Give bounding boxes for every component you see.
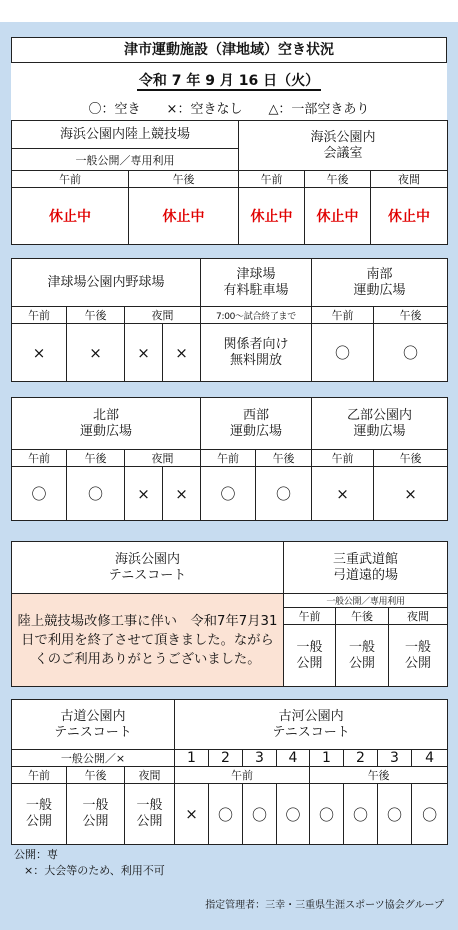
footnote-manager: 指定管理者：三幸・三重県生涯スポーツ協会グループ [205, 900, 444, 911]
status-cell: × [163, 324, 201, 382]
closure-notice: 陸上競技場改修工事に伴い 令和7年7月31日で利用を終了させて頂きました。ながらくのご利用ありがとうございました。 [12, 594, 284, 687]
status-cell: 休止中 [371, 188, 448, 245]
slot-label: 7:00～試合終了まで [201, 307, 312, 324]
court-number: 4 [277, 750, 310, 767]
slot-label: 夜間 [125, 450, 201, 467]
slot-label: 午前 [12, 307, 67, 324]
slot-label: 午前 [12, 767, 67, 784]
west-field-name: 西部 運動広場 [201, 398, 312, 450]
status-cell: × [67, 324, 125, 382]
furukawa-tennis-name: 古河公園内 テニスコート [175, 700, 448, 750]
slot-label: 午後 [256, 450, 312, 467]
status-cell: 〇 [344, 784, 378, 845]
slot-label: 夜間 [125, 767, 175, 784]
status-cell: 休止中 [129, 188, 239, 245]
status-cell: × [12, 324, 67, 382]
slot-label: 夜間 [389, 608, 448, 625]
status-cell: × [312, 467, 374, 521]
legend: 〇：空き ×：空きなし △：一部空きあり [88, 102, 370, 117]
status-cell: 一般 公開 [125, 784, 175, 845]
status-cell: 〇 [256, 467, 312, 521]
slot-label: 午前 [12, 450, 67, 467]
status-cell: × [374, 467, 448, 521]
section-baseball [11, 258, 448, 382]
stadium-name: 海浜公園内陸上競技場 [12, 121, 239, 149]
status-cell: × [175, 784, 209, 845]
furumichi-use: 一般公開／× [12, 750, 175, 767]
slot-label: 午前 [284, 608, 336, 625]
slot-label: 午後 [129, 171, 239, 188]
status-cell: 〇 [312, 324, 374, 382]
budokan-use: 一般公開／専用利用 [284, 594, 448, 608]
status-cell: 〇 [209, 784, 243, 845]
slot-label: 午後 [67, 767, 125, 784]
status-cell: 休止中 [305, 188, 371, 245]
parking-name: 津球場 有料駐車場 [201, 259, 312, 307]
status-cell: 休止中 [12, 188, 129, 245]
status-cell: 〇 [243, 784, 277, 845]
slot-label: 午前 [175, 767, 310, 784]
date-wrap [11, 70, 447, 90]
section-courts [11, 699, 448, 845]
status-cell: 一般 公開 [336, 625, 389, 687]
status-cell: 〇 [412, 784, 448, 845]
status-cell: 〇 [12, 467, 67, 521]
court-number: 2 [209, 750, 243, 767]
status-cell: × [125, 467, 163, 521]
status-cell: 一般 公開 [389, 625, 448, 687]
status-cell: 〇 [201, 467, 256, 521]
date-label: 令和 7 年 9 月 16 日（火） [138, 73, 320, 89]
status-cell: 〇 [378, 784, 412, 845]
slot-label: 午後 [67, 450, 125, 467]
section-fields [11, 397, 448, 521]
court-number: 3 [243, 750, 277, 767]
stadium-use: 一般公開／専用利用 [12, 149, 239, 171]
page-title: 津市運動施設（津地域）空き状況 [11, 37, 447, 63]
status-cell: × [163, 467, 201, 521]
budokan-name: 三重武道館 弓道遠的場 [284, 542, 448, 594]
slot-label: 午後 [336, 608, 389, 625]
baseball-name: 津球場公園内野球場 [12, 259, 201, 307]
footnote-public: 公開：専 [14, 848, 58, 861]
slot-label: 午後 [310, 767, 448, 784]
north-field-name: 北部 運動広場 [12, 398, 201, 450]
slot-label: 午前 [12, 171, 129, 188]
status-cell: 〇 [277, 784, 310, 845]
slot-label: 午前 [201, 450, 256, 467]
slot-label: 午後 [374, 307, 448, 324]
court-number: 4 [412, 750, 448, 767]
status-cell: 一般 公開 [284, 625, 336, 687]
status-cell: 関係者向け 無料開放 [201, 324, 312, 382]
status-cell: 休止中 [239, 188, 305, 245]
section-tennis-budokan [11, 541, 448, 687]
status-cell: 〇 [67, 467, 125, 521]
status-cell: 一般 公開 [67, 784, 125, 845]
slot-label: 午前 [312, 450, 374, 467]
slot-label: 午後 [67, 307, 125, 324]
slot-label: 夜間 [125, 307, 201, 324]
court-number: 1 [175, 750, 209, 767]
footnote-unavailable: ×：大会等のため、利用不可 [24, 864, 165, 877]
slot-label: 午後 [305, 171, 371, 188]
otobe-field-name: 乙部公園内 運動広場 [312, 398, 448, 450]
slot-label: 夜間 [371, 171, 448, 188]
slot-label: 午前 [312, 307, 374, 324]
status-cell: × [125, 324, 163, 382]
south-field-name: 南部 運動広場 [312, 259, 448, 307]
section-stadium-hall [11, 120, 448, 245]
court-number: 2 [344, 750, 378, 767]
slot-label: 午後 [374, 450, 448, 467]
status-cell: 一般 公開 [12, 784, 67, 845]
court-number: 1 [310, 750, 344, 767]
court-number: 3 [378, 750, 412, 767]
kaihin-tennis-name: 海浜公園内 テニスコート [12, 542, 284, 594]
status-cell: 〇 [374, 324, 448, 382]
status-cell: 〇 [310, 784, 344, 845]
slot-label: 午前 [239, 171, 305, 188]
furumichi-tennis-name: 古道公園内 テニスコート [12, 700, 175, 750]
hall-name: 海浜公園内 会議室 [239, 121, 448, 171]
